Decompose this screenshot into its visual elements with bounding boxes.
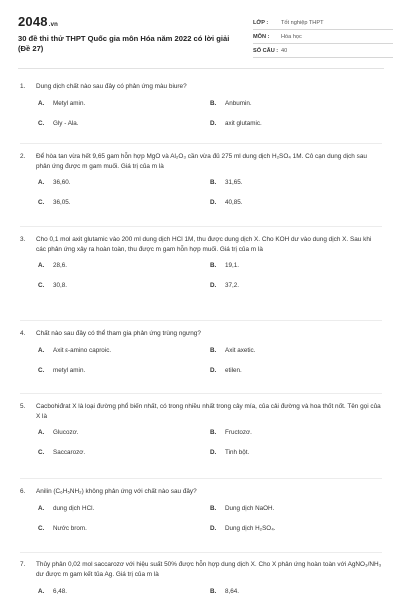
question-stem: Để hòa tan vừa hết 9,65 gam hỗn hợp MgO và Al₂O₃ cần vừa đủ 275 ml dung dịch H₂SO₄ 1M. Cô cạn dung dịch sau phản ứng được m gam muối. Giá trị của m là: [36, 153, 367, 170]
meta-value: Hóa học: [281, 33, 302, 40]
question-divider: [20, 226, 382, 227]
question-2: [20, 152, 382, 218]
exam-title: 30 đề thi thử THPT Quốc gia môn Hóa năm 2022 có lời giải (Đề 27): [18, 34, 230, 53]
option-text: Nước brom.: [53, 524, 87, 532]
option-d[interactable]: [210, 448, 249, 457]
option-row: [20, 366, 382, 386]
header-divider: [18, 68, 384, 69]
question-divider: [20, 143, 382, 144]
question-5: [20, 402, 382, 468]
option-key: B.: [210, 588, 217, 596]
option-c[interactable]: [38, 281, 67, 290]
option-row: [20, 261, 382, 281]
option-a[interactable]: [38, 178, 71, 187]
question-number: 5.: [20, 403, 26, 410]
answer-options: [20, 504, 382, 544]
option-text: Dung dịch H₂SO₄.: [225, 524, 276, 532]
option-d[interactable]: [210, 366, 242, 375]
option-b[interactable]: [210, 504, 274, 513]
meta-value: 40: [281, 47, 288, 54]
question-text: [20, 329, 382, 339]
question-stem: Thủy phân 0,02 mol saccarozơ với hiệu suất 50% được hỗn hợp dung dịch X. Cho X phản ứng hoàn toàn với AgNO₃/NH₃ dư được m gam kết tủa Ag. Giá trị của m là: [36, 561, 382, 578]
answer-options: [20, 346, 382, 386]
logo-text: 2048: [18, 14, 48, 29]
question-number: 1.: [20, 83, 26, 90]
question-1: [20, 82, 382, 139]
answer-options: [20, 587, 382, 607]
option-a[interactable]: [38, 99, 85, 108]
option-text: 6,48.: [53, 588, 68, 596]
option-b[interactable]: [210, 428, 252, 437]
option-row: [20, 524, 382, 544]
option-c[interactable]: [38, 448, 85, 457]
answer-options: [20, 99, 382, 139]
option-c[interactable]: [38, 524, 87, 533]
option-key: D.: [210, 449, 217, 457]
option-text: Dung dịch NaOH.: [225, 504, 275, 512]
question-divider: [20, 320, 382, 321]
exam-meta: [253, 16, 393, 58]
option-row: [20, 428, 382, 448]
option-d[interactable]: [210, 198, 243, 207]
option-key: A.: [38, 262, 45, 270]
option-row: [20, 504, 382, 524]
option-key: B.: [210, 504, 217, 512]
option-key: C.: [38, 449, 45, 457]
option-row: [20, 281, 382, 301]
question-3: [20, 235, 382, 301]
logo-suffix: .vn: [48, 22, 59, 28]
option-row: [20, 587, 382, 607]
option-key: A.: [38, 346, 45, 354]
document-header: [18, 14, 388, 70]
option-key: C.: [38, 282, 45, 290]
option-key: D.: [210, 366, 217, 374]
question-divider: [20, 393, 382, 394]
site-logo[interactable]: [18, 14, 58, 29]
question-number: 3.: [20, 236, 26, 243]
option-row: [20, 99, 382, 119]
option-key: B.: [210, 99, 217, 107]
meta-row-count: [253, 44, 393, 58]
question-number: 7.: [20, 561, 26, 568]
option-key: A.: [38, 99, 45, 107]
question-number: 6.: [20, 488, 26, 495]
option-d[interactable]: [210, 281, 239, 290]
option-key: C.: [38, 366, 45, 374]
option-key: D.: [210, 524, 217, 532]
question-text: [20, 560, 382, 579]
option-text: 28,6.: [53, 262, 68, 270]
answer-options: [20, 428, 382, 468]
option-text: 31,65.: [225, 179, 243, 187]
meta-value: Tốt nghiệp THPT: [281, 19, 324, 26]
question-4: [20, 329, 382, 386]
question-stem: Chất nào sau đây có thể tham gia phản ứng trùng ngưng?: [36, 330, 201, 337]
question-text: [20, 82, 382, 92]
option-text: axit glutamic.: [225, 119, 262, 127]
option-text: Anbumin.: [225, 99, 252, 107]
option-text: Axit axetic.: [225, 346, 256, 354]
option-b[interactable]: [210, 261, 239, 270]
option-c[interactable]: [38, 366, 85, 375]
meta-label: SỐ CÂU :: [253, 47, 279, 54]
meta-row-class: [253, 16, 393, 30]
answer-options: [20, 261, 382, 301]
option-text: 36,05.: [53, 199, 71, 207]
option-a[interactable]: [38, 504, 94, 513]
option-row: [20, 178, 382, 198]
option-b[interactable]: [210, 99, 252, 108]
question-divider: [20, 552, 382, 553]
question-stem: Cho 0,1 mol axit glutamic vào 200 ml dung dịch HCl 1M, thu được dung dịch X. Cho KOH dư vào dung dịch X. Sau khi các phản ứng xảy ra hoàn toàn, thu được m gam hỗn hợp muối. Giá trị của m là: [36, 236, 372, 253]
option-key: D.: [210, 282, 217, 290]
option-text: Saccarozơ.: [53, 449, 86, 457]
option-text: 19,1.: [225, 262, 240, 270]
option-key: A.: [38, 179, 45, 187]
option-b[interactable]: [210, 178, 243, 187]
option-text: 36,60.: [53, 179, 71, 187]
question-number: 4.: [20, 330, 26, 337]
option-key: B.: [210, 429, 217, 437]
option-text: 30,8.: [53, 282, 68, 290]
question-stem: Anilin (C₆H₅NH₂) không phản ứng với chất nào sau đây?: [36, 488, 197, 495]
option-key: B.: [210, 179, 217, 187]
question-text: [20, 487, 382, 497]
question-text: [20, 152, 382, 171]
option-c[interactable]: [38, 198, 71, 207]
option-row: [20, 119, 382, 139]
option-key: A.: [38, 429, 45, 437]
option-row: [20, 346, 382, 366]
option-b[interactable]: [210, 346, 255, 355]
option-text: Axit ε-amino caproic.: [53, 346, 112, 354]
option-c[interactable]: [38, 119, 79, 128]
option-key: A.: [38, 588, 45, 596]
option-text: Glucozơ.: [53, 429, 79, 437]
meta-label: LỚP :: [253, 19, 269, 26]
option-text: Metyl amin.: [53, 99, 86, 107]
option-text: Tinh bột.: [225, 449, 250, 457]
option-a[interactable]: [38, 346, 111, 355]
option-text: etilen.: [225, 366, 242, 374]
question-6: [20, 487, 382, 544]
option-d[interactable]: [210, 524, 276, 533]
option-row: [20, 448, 382, 468]
option-a[interactable]: [38, 587, 67, 596]
option-key: B.: [210, 262, 217, 270]
option-text: 37,2.: [225, 282, 240, 290]
option-text: Gly - Ala.: [53, 119, 79, 127]
option-key: C.: [38, 199, 45, 207]
option-row: [20, 198, 382, 218]
option-key: B.: [210, 346, 217, 354]
option-b[interactable]: [210, 587, 239, 596]
question-stem: Dung dịch chất nào sau đây có phản ứng màu biure?: [36, 83, 187, 90]
option-text: Fructozơ.: [225, 429, 252, 437]
option-text: 8,64.: [225, 588, 240, 596]
option-key: D.: [210, 119, 217, 127]
option-d[interactable]: [210, 119, 262, 128]
option-key: A.: [38, 504, 45, 512]
meta-row-subject: [253, 30, 393, 44]
question-stem: Cacbohiđrat X là loại đường phổ biến nhất, có trong nhiều nhất trong cây mía, của cải đường và hoa thốt nốt. Tên gọi của X là: [36, 403, 381, 420]
option-key: D.: [210, 199, 217, 207]
option-a[interactable]: [38, 261, 67, 270]
question-text: [20, 235, 382, 254]
answer-options: [20, 178, 382, 218]
question-text: [20, 402, 382, 421]
option-text: dung dịch HCl.: [53, 504, 95, 512]
option-text: 40,85.: [225, 199, 243, 207]
option-a[interactable]: [38, 428, 78, 437]
meta-label: MÔN :: [253, 33, 270, 40]
option-key: C.: [38, 119, 45, 127]
option-key: C.: [38, 524, 45, 532]
question-divider: [20, 478, 382, 479]
option-text: metyl amin.: [53, 366, 86, 374]
question-number: 2.: [20, 153, 26, 160]
